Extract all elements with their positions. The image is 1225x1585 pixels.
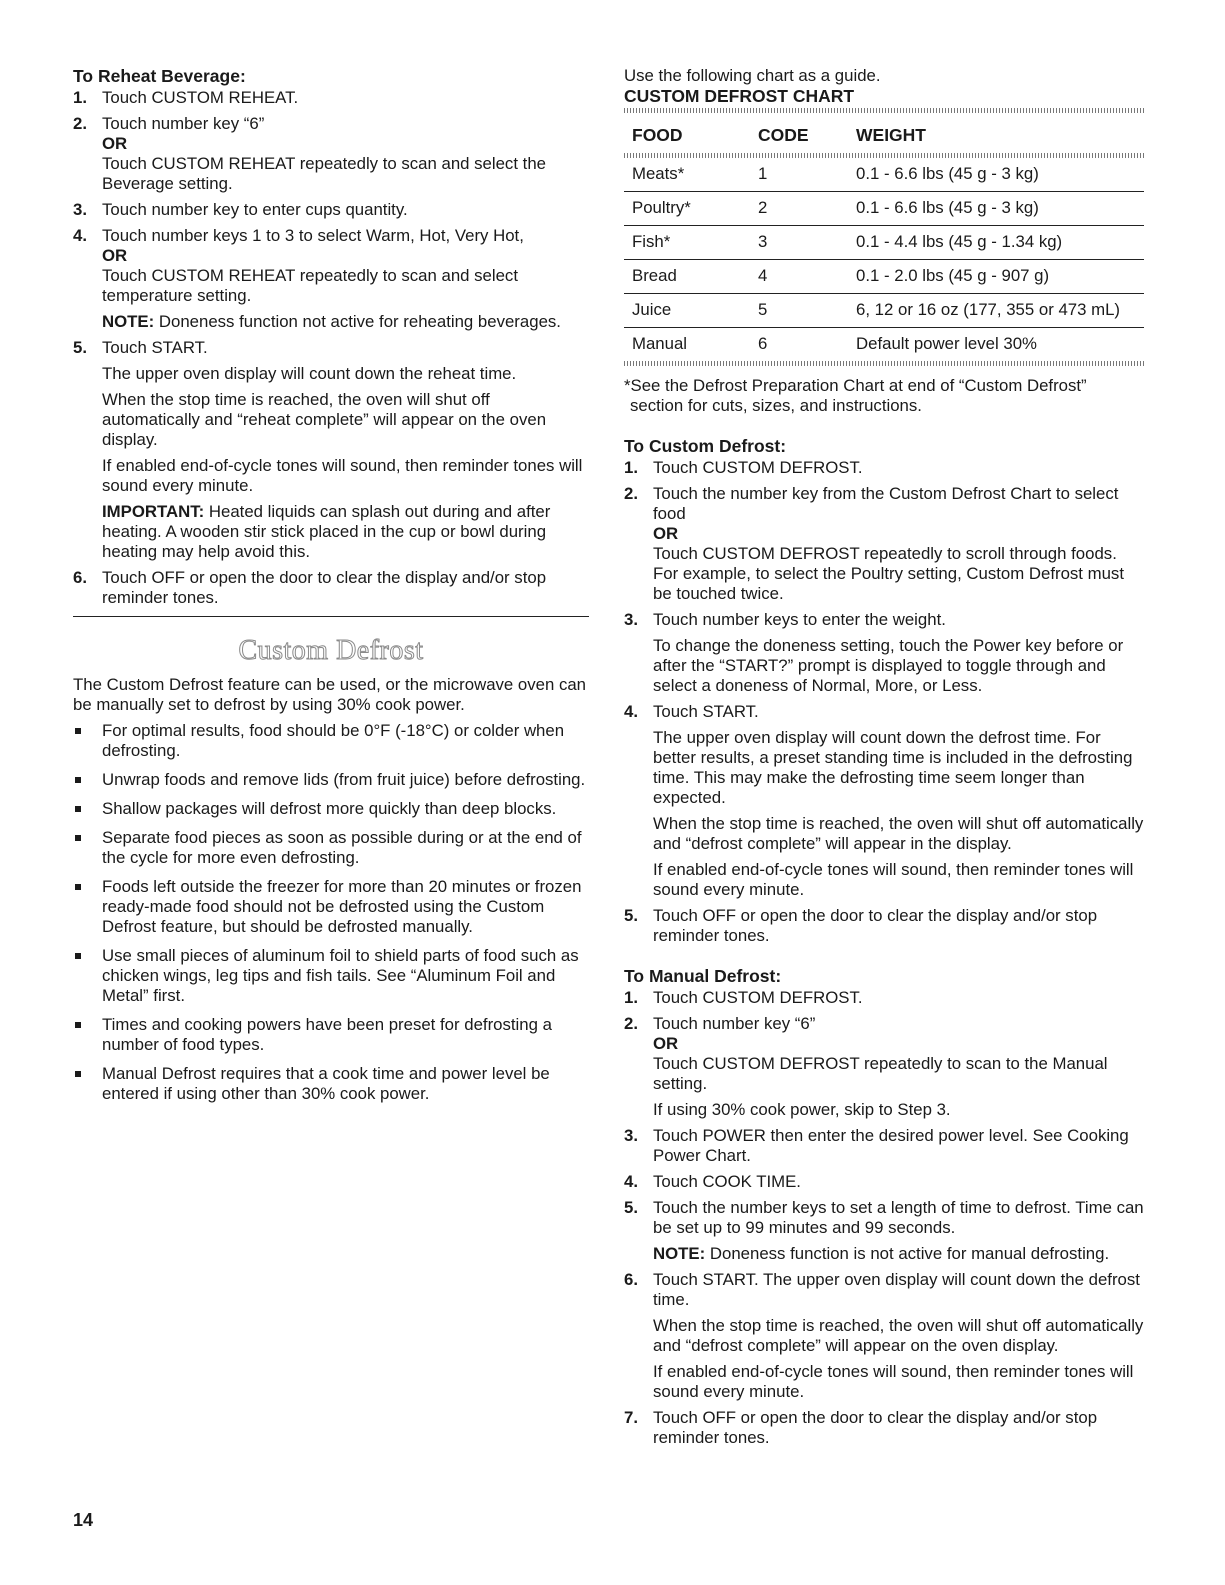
or-label: OR — [102, 134, 128, 153]
step-text: Touch number key “6” — [653, 1014, 816, 1033]
list-item — [624, 988, 1144, 1008]
section-title: Custom Defrost — [238, 635, 424, 666]
step-text: Touch the number keys to set a length of time to defrost. Time can be set up to 99 minutes and 99 seconds. — [653, 1198, 1144, 1237]
step-paragraph: The upper oven display will count down the defrost time. For better results, a preset standing time is included in the defrosting time. This may make the defrosting time seem longer than expected. — [653, 728, 1133, 807]
list-item — [73, 828, 589, 868]
list-item — [73, 877, 589, 937]
footnote-line: section for cuts, sizes, and instructions. — [630, 396, 922, 415]
step-text: Touch number key to enter cups quantity. — [102, 200, 408, 219]
step-text: Touch OFF or open the door to clear the display and/or stop reminder tones. — [102, 568, 547, 607]
note-text: Doneness function not active for reheating beverages. — [154, 312, 561, 331]
list-item — [624, 1014, 1144, 1120]
column-header: CODE — [758, 125, 809, 145]
step-number: 4. — [624, 702, 638, 721]
step-text: Touch the number key from the Custom Defrost Chart to select food — [653, 484, 1119, 523]
bullet-text: Times and cooking powers have been preset for defrosting a number of food types. — [102, 1015, 552, 1054]
list-item — [73, 770, 589, 790]
chart-intro: Use the following chart as a guide. — [624, 66, 881, 85]
important-paragraph — [102, 502, 589, 562]
page-number: 14 — [73, 1510, 94, 1530]
step-text: Touch number keys to enter the weight. — [653, 610, 946, 629]
step-text: Touch POWER then enter the desired power level. See Cooking Power Chart. — [653, 1126, 1129, 1165]
note-label: NOTE: — [653, 1244, 706, 1263]
step-number: 3. — [73, 200, 87, 219]
step-paragraph: The upper oven display will count down the reheat time. — [102, 364, 517, 383]
table-cell: 2 — [750, 192, 848, 226]
step-text: Touch CUSTOM DEFROST. — [653, 458, 863, 477]
manual-defrost-steps — [624, 988, 1144, 1448]
note-text: Doneness function is not active for manual defrosting. — [705, 1244, 1110, 1263]
or-label: OR — [653, 1034, 679, 1053]
bullet-text: Unwrap foods and remove lids (from fruit juice) before defrosting. — [102, 770, 586, 789]
list-item — [73, 200, 589, 220]
custom-defrost-heading: To Custom Defrost: — [624, 436, 787, 456]
bullet-icon — [75, 806, 81, 812]
custom-defrost-steps — [624, 458, 1144, 946]
table-cell: 5 — [750, 294, 848, 328]
table-cell: Juice — [624, 294, 750, 328]
list-item — [73, 568, 589, 608]
reheat-heading: To Reheat Beverage: — [73, 66, 246, 86]
step-text: Touch START. — [653, 702, 759, 721]
step-number: 2. — [73, 114, 87, 133]
bullet-icon — [75, 953, 81, 959]
or-label: OR — [653, 524, 679, 543]
list-item — [73, 799, 589, 819]
list-item — [73, 338, 589, 562]
list-item — [624, 1408, 1144, 1448]
bullet-text: Separate food pieces as soon as possible during or at the end of the cycle for more even defrosting. — [102, 828, 582, 867]
note-paragraph — [653, 1244, 1144, 1264]
step-number: 5. — [73, 338, 87, 357]
table-cell: 1 — [750, 158, 848, 192]
bullet-text: Shallow packages will defrost more quickly than deep blocks. — [102, 799, 557, 818]
bullet-icon — [75, 835, 81, 841]
chart-top-border — [624, 108, 1144, 113]
step-number: 1. — [73, 88, 87, 107]
column-header: WEIGHT — [856, 125, 926, 145]
right-column — [624, 66, 1144, 1454]
list-item — [624, 484, 1144, 604]
table-row — [624, 192, 1144, 226]
step-text: Touch START. — [102, 338, 208, 357]
table-row — [624, 294, 1144, 328]
table-cell: 3 — [750, 226, 848, 260]
step-paragraph: If using 30% cook power, skip to Step 3. — [653, 1100, 951, 1119]
table-cell: Poultry* — [624, 192, 750, 226]
list-item — [624, 1270, 1144, 1402]
list-item — [624, 1172, 1144, 1192]
step-number: 2. — [624, 484, 638, 503]
reheat-steps — [73, 88, 589, 608]
defrost-chart-table — [624, 117, 1144, 361]
step-number: 7. — [624, 1408, 638, 1427]
manual-defrost-heading: To Manual Defrost: — [624, 966, 782, 986]
list-item — [624, 1198, 1144, 1264]
step-alt-text: Touch CUSTOM REHEAT repeatedly to scan and select temperature setting. — [102, 266, 518, 305]
chart-bottom-border — [624, 361, 1144, 366]
table-cell: Meats* — [624, 158, 750, 192]
step-number: 6. — [73, 568, 87, 587]
table-cell: 0.1 - 2.0 lbs (45 g - 907 g) — [848, 260, 1144, 294]
table-cell: 0.1 - 4.4 lbs (45 g - 1.34 kg) — [848, 226, 1144, 260]
step-text: Touch CUSTOM DEFROST. — [653, 988, 863, 1007]
list-item — [624, 1126, 1144, 1166]
chart-title: CUSTOM DEFROST CHART — [624, 86, 855, 106]
list-item — [73, 88, 589, 108]
note-label: NOTE: — [102, 312, 155, 331]
step-number: 6. — [624, 1270, 638, 1289]
bullet-text: Use small pieces of aluminum foil to shield parts of food such as chicken wings, leg tips and fish tails. See “Aluminum Foil and Metal” first. — [102, 946, 579, 1005]
step-number: 5. — [624, 906, 638, 925]
list-item — [73, 114, 589, 194]
list-item — [73, 226, 589, 332]
step-alt-text: Touch CUSTOM DEFROST repeatedly to scroll through foods. For example, to select the Poultry setting, Custom Defrost must be touched twice. — [653, 544, 1124, 603]
step-number: 3. — [624, 1126, 638, 1145]
table-cell: Fish* — [624, 226, 750, 260]
table-header-row — [624, 117, 1144, 153]
important-text: Heated liquids can splash out during and after heating. A wooden stir stick placed in the cup or bowl during heating may help avoid this. — [102, 502, 551, 561]
step-paragraph: When the stop time is reached, the oven will shut off automatically and “defrost complete” will appear on the oven display. — [653, 1316, 1144, 1355]
step-paragraph: When the stop time is reached, the oven will shut off automatically and “reheat complete” will appear on the oven display. — [102, 390, 547, 449]
table-cell: 4 — [750, 260, 848, 294]
bullet-icon — [75, 777, 81, 783]
step-alt-text: Touch CUSTOM DEFROST repeatedly to scan to the Manual setting. — [653, 1054, 1108, 1093]
step-paragraph: To change the doneness setting, touch the Power key before or after the “START?” prompt is displayed to toggle through and select a doneness of Normal, More, or Less. — [653, 636, 1124, 695]
bullet-text: Foods left outside the freezer for more than 20 minutes or frozen ready-made food should not be defrosted using the Custom Defrost feature, but should be defrosted manually. — [102, 877, 582, 936]
step-paragraph: If enabled end-of-cycle tones will sound, then reminder tones will sound every minute. — [653, 1362, 1134, 1401]
bullet-text: Manual Defrost requires that a cook time and power level be entered if using other than 30% cook power. — [102, 1064, 550, 1103]
bullet-icon — [75, 1071, 81, 1077]
table-cell: 0.1 - 6.6 lbs (45 g - 3 kg) — [848, 158, 1144, 192]
step-text: Touch OFF or open the door to clear the display and/or stop reminder tones. — [653, 906, 1098, 945]
footnote-line: *See the Defrost Preparation Chart at end of “Custom Defrost” — [624, 376, 1087, 395]
list-item — [73, 946, 589, 1006]
table-cell: 0.1 - 6.6 lbs (45 g - 3 kg) — [848, 192, 1144, 226]
step-text: Touch START. The upper oven display will count down the defrost time. — [653, 1270, 1140, 1309]
important-label: IMPORTANT: — [102, 502, 205, 521]
table-cell: Default power level 30% — [856, 334, 1037, 353]
column-header: FOOD — [632, 125, 683, 145]
section-divider — [73, 616, 589, 617]
list-item — [624, 610, 1144, 696]
step-alt-text: Touch CUSTOM REHEAT repeatedly to scan and select the Beverage setting. — [102, 154, 546, 193]
bullet-icon — [75, 884, 81, 890]
bullet-text: For optimal results, food should be 0°F (-18°C) or colder when defrosting. — [102, 721, 565, 760]
table-cell: 6, 12 or 16 oz (177, 355 or 473 mL) — [848, 294, 1144, 328]
list-item — [624, 702, 1144, 900]
list-item — [73, 721, 589, 761]
step-text: Touch number keys 1 to 3 to select Warm, Hot, Very Hot, — [102, 226, 524, 245]
or-label: OR — [102, 246, 128, 265]
table-row — [624, 328, 1144, 362]
step-number: 3. — [624, 610, 638, 629]
step-paragraph: When the stop time is reached, the oven will shut off automatically and “defrost complete” will appear in the display. — [653, 814, 1144, 853]
left-column — [73, 66, 589, 1113]
table-cell: Bread — [624, 260, 750, 294]
step-paragraph: If enabled end-of-cycle tones will sound, then reminder tones will sound every minute. — [102, 456, 583, 495]
list-item — [624, 906, 1144, 946]
step-number: 4. — [624, 1172, 638, 1191]
step-number: 1. — [624, 988, 638, 1007]
list-item — [73, 1064, 589, 1104]
step-text: Touch COOK TIME. — [653, 1172, 801, 1191]
step-paragraph: If enabled end-of-cycle tones will sound, then reminder tones will sound every minute. — [653, 860, 1134, 899]
tips-list — [73, 721, 589, 1104]
step-text: Touch OFF or open the door to clear the display and/or stop reminder tones. — [653, 1408, 1098, 1447]
step-text: Touch CUSTOM REHEAT. — [102, 88, 299, 107]
intro-paragraph: The Custom Defrost feature can be used, or the microwave oven can be manually set to defrost by using 30% cook power. — [73, 675, 587, 714]
step-number: 4. — [73, 226, 87, 245]
table-row — [624, 158, 1144, 192]
chart-footnote — [624, 376, 1144, 416]
step-number: 1. — [624, 458, 638, 477]
table-row — [624, 260, 1144, 294]
step-text: Touch number key “6” — [102, 114, 265, 133]
step-number: 5. — [624, 1198, 638, 1217]
bullet-icon — [75, 728, 81, 734]
list-item — [73, 1015, 589, 1055]
table-cell: 6 — [758, 334, 768, 353]
table-row — [624, 226, 1144, 260]
step-number: 2. — [624, 1014, 638, 1033]
list-item — [624, 458, 1144, 478]
table-cell: Manual — [632, 334, 688, 353]
bullet-icon — [75, 1022, 81, 1028]
note-paragraph — [102, 312, 589, 332]
